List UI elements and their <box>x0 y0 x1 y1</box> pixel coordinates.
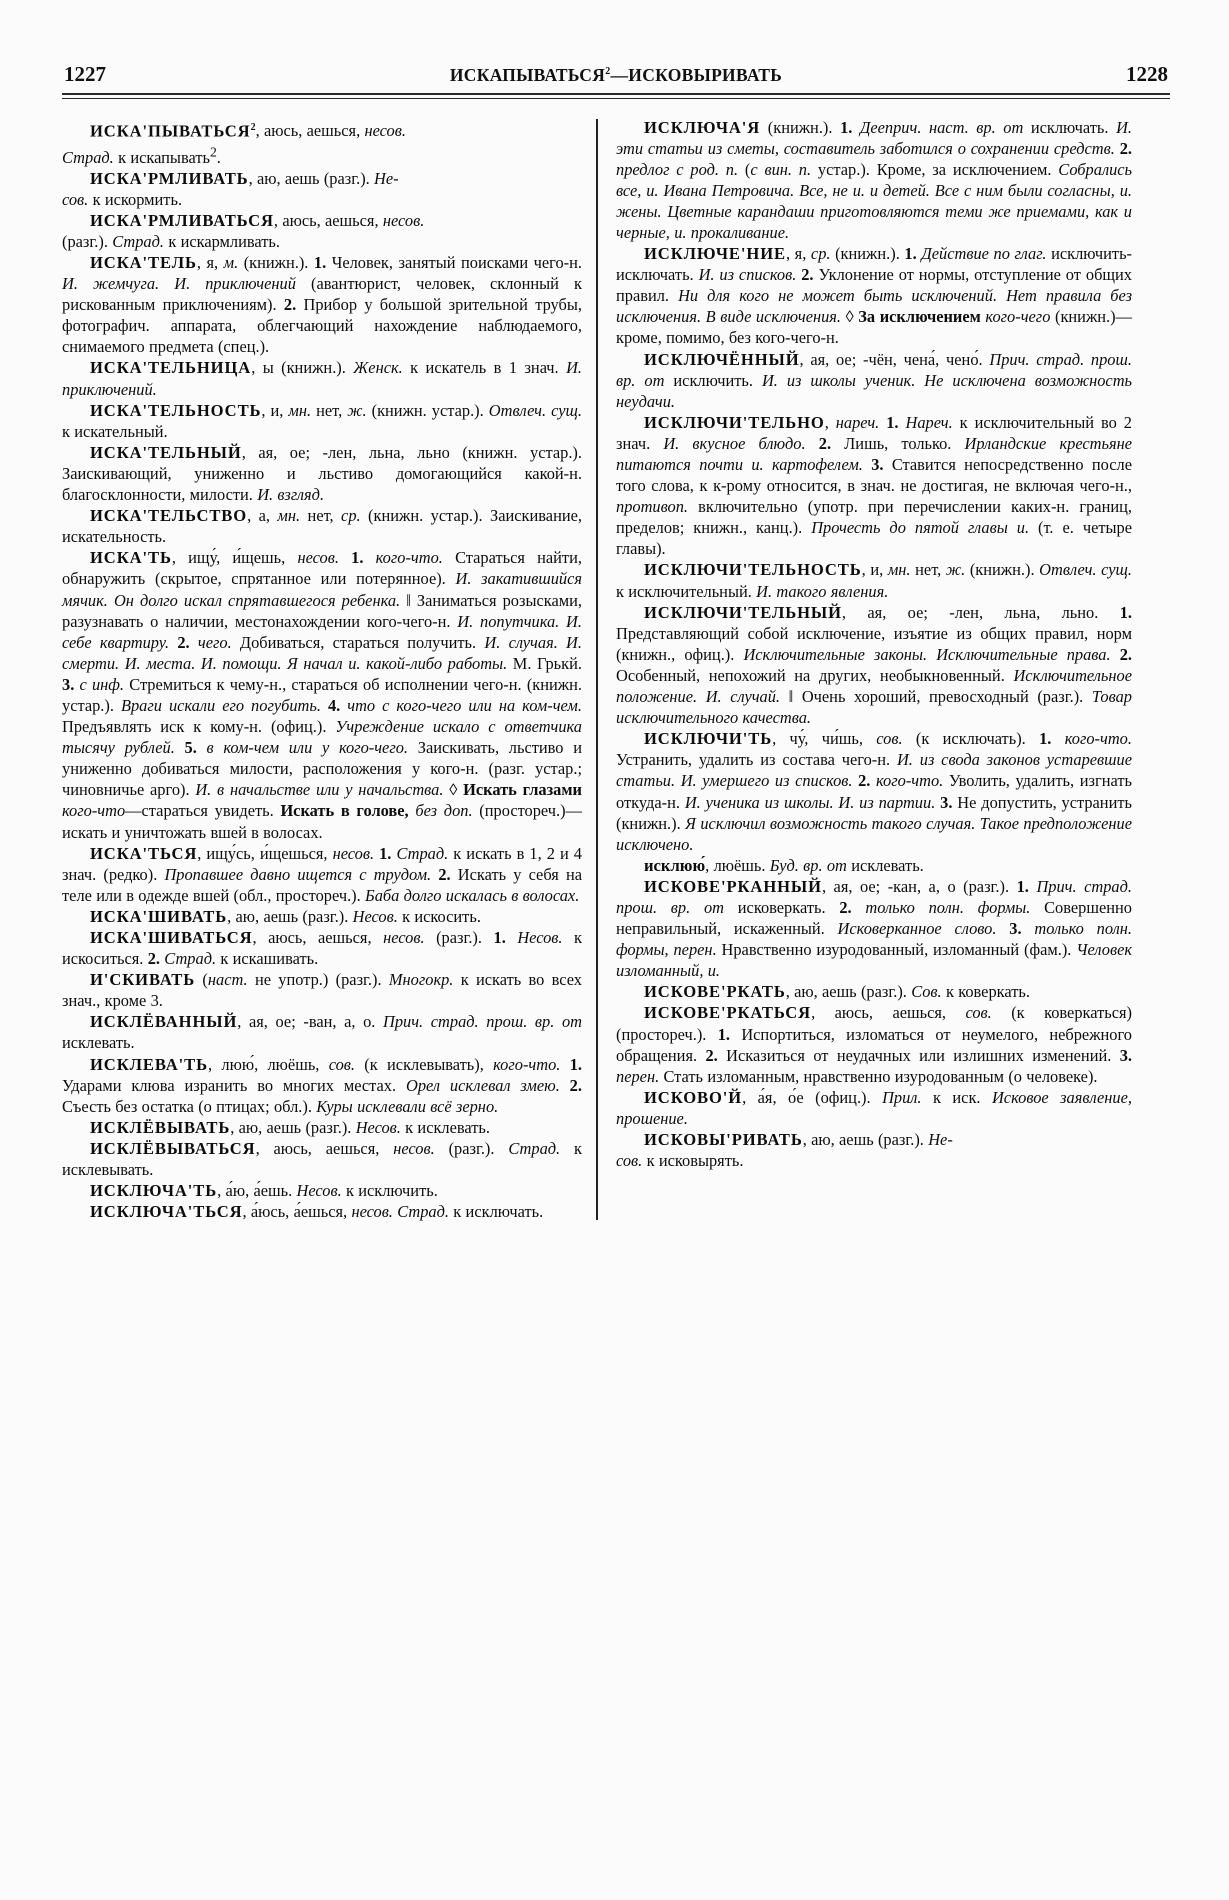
entry-headword: ИСКА'ШИВАТЬ <box>90 906 228 926</box>
entry-headword: ИСКЛЕВА'ТЬ <box>90 1054 209 1074</box>
dictionary-entry <box>616 349 1132 412</box>
entry-headword: ИСКЛЁВЫВАТЬ <box>90 1117 231 1137</box>
entry-body: , а́я, о́е (офиц.). Прил. к иск. Исковое заявление, прошение. <box>616 1087 1132 1128</box>
dictionary-entry <box>62 547 582 842</box>
entry-headword: ИСКА'ШИВАТЬСЯ <box>90 928 253 947</box>
entry-headword: И'СКИВАТЬ <box>90 970 196 990</box>
dictionary-entry <box>616 243 1132 348</box>
entry-headword: исклюю́ <box>644 855 706 875</box>
entry-body: , чу́, чи́шь, сов. (к исключать). 1. кого-что. Устранить, удалить из состава чего-н. И. из свода законов устаревшие статьи. И. умершего из списков. 2. кого-что. Уволить, удалить, изгнать откуда-н. И. ученика из школы. И. из партии. 3. Не допустить, устранить (книжн.). Я исключил возможность такого случая. Такое предположение исключено. <box>616 729 1132 854</box>
dictionary-entry <box>616 876 1132 981</box>
dictionary-entry <box>616 1087 1132 1129</box>
dictionary-entry <box>62 1011 582 1053</box>
running-head <box>62 62 1170 87</box>
entry-body: , ы (книжн.). Женск. к искатель в 1 знач. И. приключений. <box>62 358 583 399</box>
entry-headword: ИСКА'ТЕЛЬ <box>90 253 197 272</box>
page-content <box>62 62 1170 1222</box>
dictionary-entry <box>616 117 1132 244</box>
entry-headword: ИСКЛЮЧЕ'НИЕ <box>644 244 786 264</box>
entry-body: , аюсь, аешься, сов. (к коверкаться) (простореч.). 1. Испортиться, изломаться от неумелого, небрежного обращения. 2. Исказиться от неудачных или излишних изменений. 3. перен. Стать изломанным, нравственно изуродованным (о человеке). <box>616 1003 1133 1086</box>
dictionary-entry <box>62 1138 582 1180</box>
dictionary-entry <box>616 1002 1132 1086</box>
entry-body: , ая, ое; -лен, льна, льно (книжн. устар.). Заискивающий, униженно и льстиво домогающийся какой-н. благосклонности, милости. И. взгляд. <box>62 442 582 505</box>
dictionary-entry <box>62 1117 582 1138</box>
entry-headword: ИСКЛЮЧИ'ТЕЛЬНОСТЬ <box>644 560 862 580</box>
two-column-body <box>62 117 1170 1223</box>
entry-body: , аю, аешь (разг.). Сов. к коверкать. <box>785 982 1030 1002</box>
dictionary-entry <box>62 843 582 906</box>
entry-body: , я, м. (книжн.). 1. Человек, занятый поисками чего-н. И. жемчуга. И. приключений (авантюрист, человек, склонный к рискованным приключениям). 2. Прибор у большой зрительной трубы, фотографич. аппарата, облегчающий нахождение наблюдаемого, снимаемого предмета (спец.). <box>62 253 582 357</box>
dictionary-entry <box>62 505 582 547</box>
entry-body: , аюсь, аешься, несов. (разг.). Страд. к исклевывать. <box>62 1138 582 1180</box>
column-right <box>598 117 1132 1223</box>
entry-body: , я, ср. (книжн.). 1. Действие по глаг. исключить-исключать. И. из списков. 2. Уклонение от нормы, отступление от общих правил. Ни для кого не может быть исключений. Нет правила без исключения. В виде исключения. ◊ За исключением кого-чего (книжн.)—кроме, помимо, без кого-чего-н. <box>616 244 1132 348</box>
dictionary-entry <box>616 559 1132 601</box>
entry-body: , и, мн. нет, ж. (книжн. устар.). Отвлеч. сущ. к искательный. <box>62 400 583 441</box>
dictionary-entry <box>62 906 582 927</box>
entry-headword: ИСКОВЫ'РИВАТЬ <box>644 1130 803 1149</box>
entry-headword: ИСКОВЕ'РКАТЬСЯ <box>644 1003 812 1023</box>
column-left <box>62 117 596 1223</box>
entry-headword: ИСКА'ТЬСЯ <box>90 843 198 863</box>
entry-headword: ИСКЛЮЧИ'ТЬ <box>644 729 773 749</box>
entry-headword: ИСКЛЮЧЁННЫЙ <box>644 349 800 369</box>
entry-headword: ИСКЛЮЧИ'ТЕЛЬНО <box>644 412 825 432</box>
entry-body: , нареч. 1. Нареч. к исключительный во 2 знач. И. вкусное блюдо. 2. Лишь, только. Ирландские крестьяне питаются почти и. картофелем. 3. Ставится непосредственно после того слова, к к-рому относится, в знач. не достигая, не включая чего-н., противоп. включительно (употр. при перечислении каких-н. границ, пределов; книжн., канц.). Прочесть до пятой главы и. (т. е. четыре главы). <box>616 412 1132 559</box>
entry-body: , ая, ое; -ван, а, о. Прич. страд. прош. вр. от исклевать. <box>62 1012 582 1053</box>
entry-body: , аюсь, аешься, несов. Страд. к искапывать$^2$. <box>62 120 406 167</box>
entry-body: , люёшь. Буд. вр. от исклевать. <box>705 855 924 875</box>
entry-headword: ИСКА'РМЛИВАТЬСЯ <box>90 210 274 230</box>
entry-headword: ИСКЛЮЧИ'ТЕЛЬНЫЙ <box>644 602 842 622</box>
dictionary-entry <box>62 1054 582 1117</box>
entry-body: , аюсь, аешься, несов. (разг.). 1. Несов. к искоситься. 2. Страд. к искашивать. <box>62 928 582 969</box>
entry-body: , и, мн. нет, ж. (книжн.). Отвлеч. сущ. к исключительный. И. такого явления. <box>616 560 1133 601</box>
entry-headword: ИСКЛЁВЫВАТЬСЯ <box>90 1138 256 1158</box>
entry-body: , аюсь, аешься, несов. (разг.). Страд. к искармливать. <box>62 210 425 251</box>
entry-body: , аю, аешь (разг.). Не- сов. к искормить. <box>62 168 399 209</box>
entry-body: (наст. не употр.) (разг.). Многокр. к искать во всех знач., кроме 3. <box>62 970 582 1011</box>
dictionary-entry <box>616 855 1132 876</box>
entry-headword: ИСКЛЁВАННЫЙ <box>90 1012 238 1032</box>
entry-body: , аю, аешь (разг.). Не- сов. к исковырять. <box>616 1130 953 1171</box>
entry-headword: ИСКЛЮЧА'ТЬ <box>90 1181 218 1201</box>
dictionary-entry <box>62 210 582 252</box>
entry-headword: ИСКА'РМЛИВАТЬ <box>90 168 249 188</box>
entry-headword: ИСКА'ТЕЛЬНИЦА <box>90 358 252 378</box>
running-head-superscript: 2 <box>605 66 611 78</box>
dictionary-entry <box>62 168 582 210</box>
running-head-before: ИСКАПЫВАТЬСЯ <box>449 65 606 85</box>
dictionary-entry <box>616 412 1132 560</box>
dictionary-entry <box>62 969 582 1011</box>
entry-body: , люю́, люёшь, сов. (к исклевывать), кого-что. 1. Ударами клюва изранить во многих местах. Орел исклевал змею. 2. Съесть без остатка (о птицах; обл.). Куры исклевали всё зерно. <box>62 1054 582 1116</box>
entry-body: , аю, аешь (разг.). Несов. к искосить. <box>227 906 481 926</box>
entry-headword: ИСКОВЕ'РКАННЫЙ <box>644 876 822 896</box>
header-rule <box>62 93 1170 99</box>
dictionary-entry <box>62 117 582 168</box>
entry-headword: ИСКА'ТЬ <box>90 548 172 568</box>
entry-headword: ИСКЛЮЧА'ТЬСЯ <box>90 1202 243 1222</box>
dictionary-entry <box>62 927 582 969</box>
dictionary-entry <box>62 400 582 442</box>
entry-headword: ИСКА'ТЕЛЬСТВО <box>90 506 248 526</box>
dictionary-entry <box>616 1129 1132 1171</box>
running-head-after: —ИСКОВЫРИВАТЬ <box>610 65 783 85</box>
dictionary-entry <box>616 602 1132 729</box>
dictionary-entry <box>62 1201 582 1222</box>
entry-headword: ИСКА'ТЕЛЬНЫЙ <box>90 442 242 462</box>
dictionary-entry <box>616 728 1132 855</box>
dictionary-entry <box>62 357 582 399</box>
folio-left: 1227 <box>64 62 106 86</box>
entry-body: , ая, ое; -лен, льна, льно. 1. Представляющий собой исключение, изъятие из общих правил, норм (книжн., офиц.). Исключительные законы. Исключительные права. 2. Особенный, непохожий на других, необыкновенный. Исключительное положение. И. случай. ‖ Очень хороший, превосходный (разг.). Товар исключительного качества. <box>616 602 1132 728</box>
entry-body: , а, мн. нет, ср. (книжн. устар.). Заискивание, искательность. <box>62 506 582 547</box>
dictionary-entry <box>62 1180 582 1201</box>
dictionary-entry <box>62 252 582 357</box>
entry-body: (книжн.). 1. Дееприч. наст. вр. от исключать. И. эти статьи из сметы, составитель заботился о сохранении средств. 2. предлог с род. п. (с вин. п. устар.). Кроме, за исключением. Собрались все, и. Ивана Петровича. Все, не и. и детей. Все с ним были согласны, и. жены. Цветные карандаши приготовляются теми же приемами, как и черные, и. прокаливание. <box>616 117 1133 242</box>
entry-body: , ая, ое; -кан, а, о (разг.). 1. Прич. страд. прош. вр. от исковеркать. 2. только полн. формы. Совершенно неправильный, искаженный. Исковерканное слово. 3. только полн. формы, перен. Нравственно изуродованный, изломанный (фам.). Человек изломанный, и. <box>616 876 1133 981</box>
entry-headword-superscript: 2 <box>250 121 256 133</box>
entry-body: , ищу́сь, и́щешься, несов. 1. Страд. к искать в 1, 2 и 4 знач. (редко). Пропавшее давно ищется с трудом. 2. Искать у себя на теле или в одежде вшей (обл., простореч.). Баба долго искалась в волосах. <box>62 843 582 905</box>
running-head-title <box>106 65 1126 86</box>
entry-body: , а́юсь, а́ешься, несов. Страд. к исключать. <box>242 1202 544 1222</box>
dictionary-entry <box>616 981 1132 1002</box>
folio-right: 1228 <box>1126 62 1168 86</box>
entry-headword: ИСКА'ПЫВАТЬСЯ <box>90 120 251 140</box>
entry-headword: ИСКЛЮЧА'Я <box>644 117 761 137</box>
entry-headword: ИСКОВО'Й <box>644 1087 743 1107</box>
entry-headword: ИСКОВЕ'РКАТЬ <box>644 982 786 1002</box>
entry-headword: ИСКА'ТЕЛЬНОСТЬ <box>90 400 262 420</box>
entry-body: , а́ю, а́ешь. Несов. к исключить. <box>217 1181 438 1201</box>
dictionary-entry <box>62 442 582 505</box>
entry-body: , аю, аешь (разг.). Несов. к исклевать. <box>230 1117 490 1137</box>
entry-body: , ищу́, и́щешь, несов. 1. кого-что. Стараться найти, обнаружить (скрытое, спрятанное или потерянное). И. закатившийся мячик. Он долго искал спрятавшегося ребенка. ‖ Заниматься розысками, разузнавать о наличии, местонахождении кого-чего-н. И. попутчика. И. себе квартиру. 2. чего. Добиваться, стараться получить. И. случая. И. смерти. И. места. И. помощи. Я начал и. какой-либо работы. М. Грькй. 3. с инф. Стремиться к чему-н., стараться об исполнении чего-н. (книжн. устар.). Враги искали его погубить. 4. что с кого-чего или на ком-чем. Предъявлять иск к кому-н. (офиц.). Учреждение искало с ответчика тысячу рублей. 5. в ком-чем или у кого-чего. Заискивать, льстиво и униженно добиваться милости, расположения у кого-н. (разг. устар.; чиновничье арго). И. в начальстве или у начальства. ◊ Искать глазами кого-что—стараться увидеть. Искать в голове, без доп. (простореч.)—искать и уничтожать вшей в волосах. <box>62 548 582 842</box>
entry-body: , ая, ое; -чён, чена́, чено́. Прич. страд. прош. вр. от исключить. И. из школы ученик. Не исключена возможность неудачи. <box>616 349 1132 411</box>
